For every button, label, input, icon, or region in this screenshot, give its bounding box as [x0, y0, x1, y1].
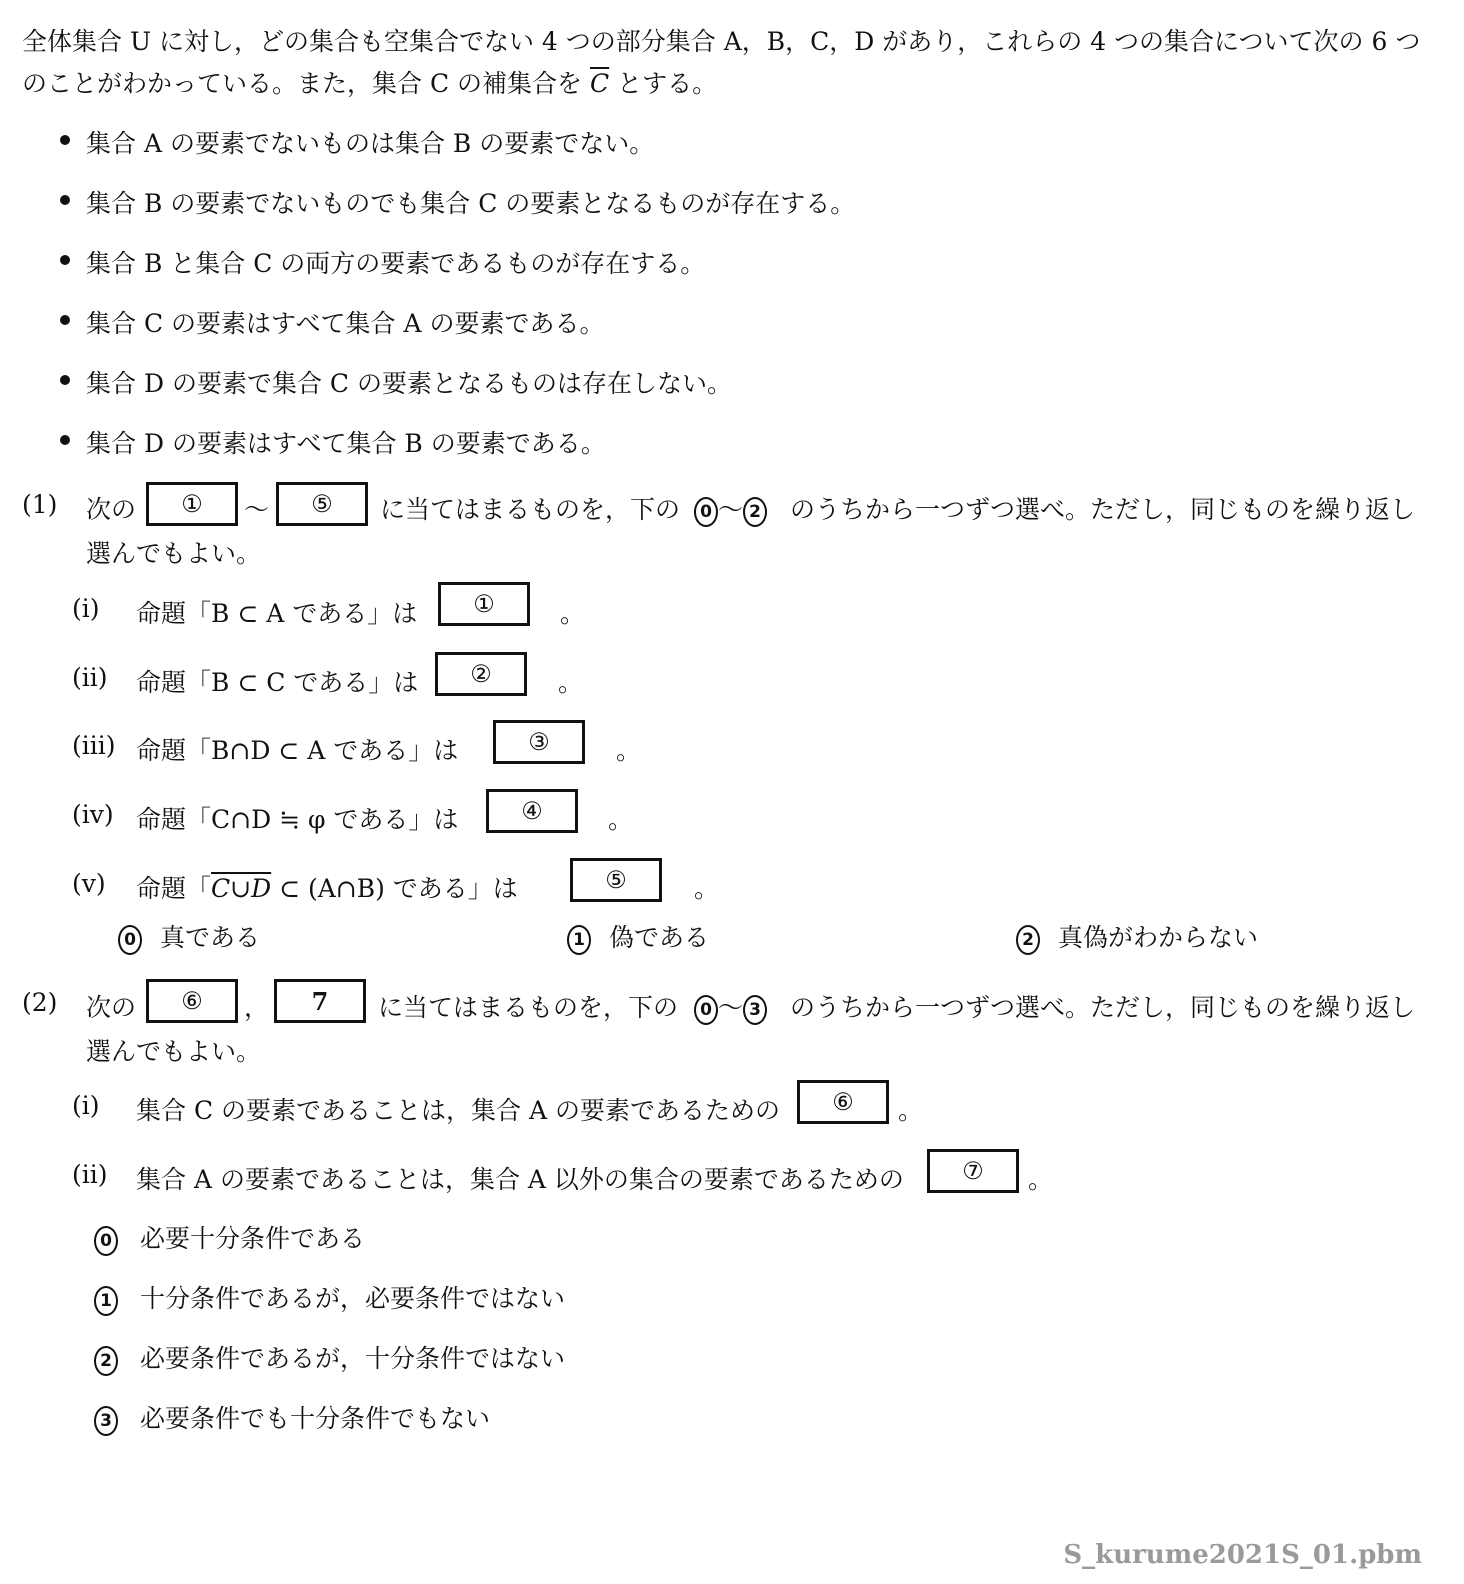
answer-box-5[interactable]: ⑤ — [276, 482, 368, 526]
bullet — [60, 315, 70, 325]
q2-post: のうちから一つずつ選べ。ただし，同じものを繰り返し — [790, 993, 1416, 1022]
choice-text: 真偽がわからない — [1057, 923, 1258, 952]
circled-2: 2 — [94, 1346, 118, 1376]
file-name-footer: S_kurume2021S_01.pbm — [1063, 1540, 1422, 1570]
q2-choice-1 — [94, 1279, 565, 1316]
complement-c-union-d: C∪D — [211, 874, 272, 903]
q1-item-ii-end: 。 — [558, 668, 584, 697]
circled-2: 2 — [1016, 925, 1040, 955]
condition-4: 集合 C の要素はすべて集合 A の要素である。 — [86, 309, 605, 338]
q2-item-ii-text: 集合 A の要素であることは，集合 A 以外の集合の要素であるための — [136, 1165, 904, 1194]
bullet — [60, 375, 70, 385]
bullet — [60, 255, 70, 265]
intro-line-2-post: とする。 — [609, 69, 718, 98]
condition-6: 集合 D の要素はすべて集合 B の要素である。 — [86, 429, 606, 458]
q1-item-i-end: 。 — [560, 599, 586, 628]
q2-item-ii-end: 。 — [1028, 1165, 1054, 1194]
q2-line-2: 選んでもよい。 — [86, 1037, 262, 1066]
intro-line-1: 全体集合 U に対し，どの集合も空集合でない 4 つの部分集合 A，B，C，D があり，これらの 4 つの集合について次の 6 つ — [22, 27, 1421, 56]
q1-tilde: 〜 — [244, 495, 270, 524]
q1-item-i-label: (i) — [72, 594, 100, 623]
q1-item-iv-label: (iv) — [72, 800, 114, 829]
q2-choice-3 — [94, 1399, 490, 1436]
choice-text: 必要十分条件である — [139, 1224, 365, 1253]
q1-item-v-post: ⊂ (A∩B) である」は — [271, 874, 518, 903]
bullet — [60, 195, 70, 205]
q1-range — [694, 490, 767, 527]
circled-0: 0 — [694, 995, 718, 1025]
bullet — [60, 135, 70, 145]
q2-item-i-label: (i) — [72, 1091, 100, 1120]
choice-text: 必要条件であるが，十分条件ではない — [139, 1344, 565, 1373]
q1-item-v-text — [136, 869, 518, 905]
condition-3: 集合 B と集合 C の両方の要素であるものが存在する。 — [86, 249, 706, 278]
q1-choice-1 — [567, 918, 709, 955]
bullet — [60, 435, 70, 445]
choice-text: 偽である — [608, 923, 709, 952]
circled-1: 1 — [567, 925, 591, 955]
q1-choice-2 — [1016, 918, 1258, 955]
q1-post: のうちから一つずつ選べ。ただし，同じものを繰り返し — [790, 495, 1416, 524]
q1-item-iv-text: 命題「C∩D ≒ φ である」は — [136, 805, 459, 834]
answer-box-7[interactable]: 7 — [274, 979, 366, 1023]
circled-0: 0 — [94, 1226, 118, 1256]
q2-item-i-text: 集合 C の要素であることは，集合 A の要素であるための — [136, 1096, 780, 1125]
circled-0: 0 — [118, 925, 142, 955]
q2-comma: ， — [244, 993, 270, 1022]
c-complement: $\overline{C}$ — [589, 69, 610, 98]
q2-pre: 次の — [86, 993, 137, 1022]
q2-mid: に当てはまるものを，下の — [378, 993, 679, 1022]
intro-line-2 — [22, 64, 717, 100]
q2-range — [694, 988, 767, 1025]
answer-box-2[interactable]: ② — [435, 652, 527, 696]
circled-2: 2 — [743, 497, 767, 527]
intro-line-2-pre: のことがわかっている。また，集合 C の補集合を — [22, 69, 590, 98]
circled-0: 0 — [694, 497, 718, 527]
answer-box-6[interactable]: ⑥ — [146, 979, 238, 1023]
circled-3: 3 — [94, 1406, 118, 1436]
condition-2: 集合 B の要素でないものでも集合 C の要素となるものが存在する。 — [86, 189, 856, 218]
q2-item-ii-label: (ii) — [72, 1160, 108, 1189]
q1-label: (1) — [22, 490, 58, 519]
q1-item-iii-label: (iii) — [72, 731, 116, 760]
q1-item-ii-text: 命題「B ⊂ C である」は — [136, 668, 419, 697]
q2-choice-2 — [94, 1339, 565, 1376]
condition-5: 集合 D の要素で集合 C の要素となるものは存在しない。 — [86, 369, 732, 398]
q1-item-iv-end: 。 — [608, 805, 634, 834]
answer-box-6[interactable]: ⑥ — [797, 1080, 889, 1124]
choice-text: 必要条件でも十分条件でもない — [139, 1404, 490, 1433]
q1-tilde2: 〜 — [718, 495, 744, 524]
answer-box-3[interactable]: ③ — [493, 720, 585, 764]
answer-box-5[interactable]: ⑤ — [570, 858, 662, 902]
q2-label: (2) — [22, 988, 58, 1017]
answer-box-1[interactable]: ① — [438, 582, 530, 626]
choice-text: 真である — [159, 923, 260, 952]
circled-1: 1 — [94, 1286, 118, 1316]
circled-3: 3 — [743, 995, 767, 1025]
q1-item-iii-text: 命題「B∩D ⊂ A である」は — [136, 736, 459, 765]
answer-box-1[interactable]: ① — [146, 482, 238, 526]
q2-tilde: 〜 — [718, 993, 744, 1022]
q1-line-2: 選んでもよい。 — [86, 539, 262, 568]
q1-pre: 次の — [86, 495, 137, 524]
q1-item-i-text: 命題「B ⊂ A である」は — [136, 599, 418, 628]
answer-box-4[interactable]: ④ — [486, 789, 578, 833]
q1-item-v-pre: 命題「 — [136, 874, 212, 903]
condition-1: 集合 A の要素でないものは集合 B の要素でない。 — [86, 129, 655, 158]
q1-choice-0 — [118, 918, 260, 955]
q1-item-v-label: (v) — [72, 869, 106, 898]
q2-choice-0 — [94, 1219, 365, 1256]
answer-box-7[interactable]: ⑦ — [927, 1149, 1019, 1193]
q2-item-i-end: 。 — [898, 1096, 924, 1125]
q1-mid: に当てはまるものを，下の — [380, 495, 681, 524]
q1-item-ii-label: (ii) — [72, 663, 108, 692]
q1-item-v-end: 。 — [694, 874, 720, 903]
q1-item-iii-end: 。 — [616, 736, 642, 765]
choice-text: 十分条件であるが，必要条件ではない — [139, 1284, 565, 1313]
